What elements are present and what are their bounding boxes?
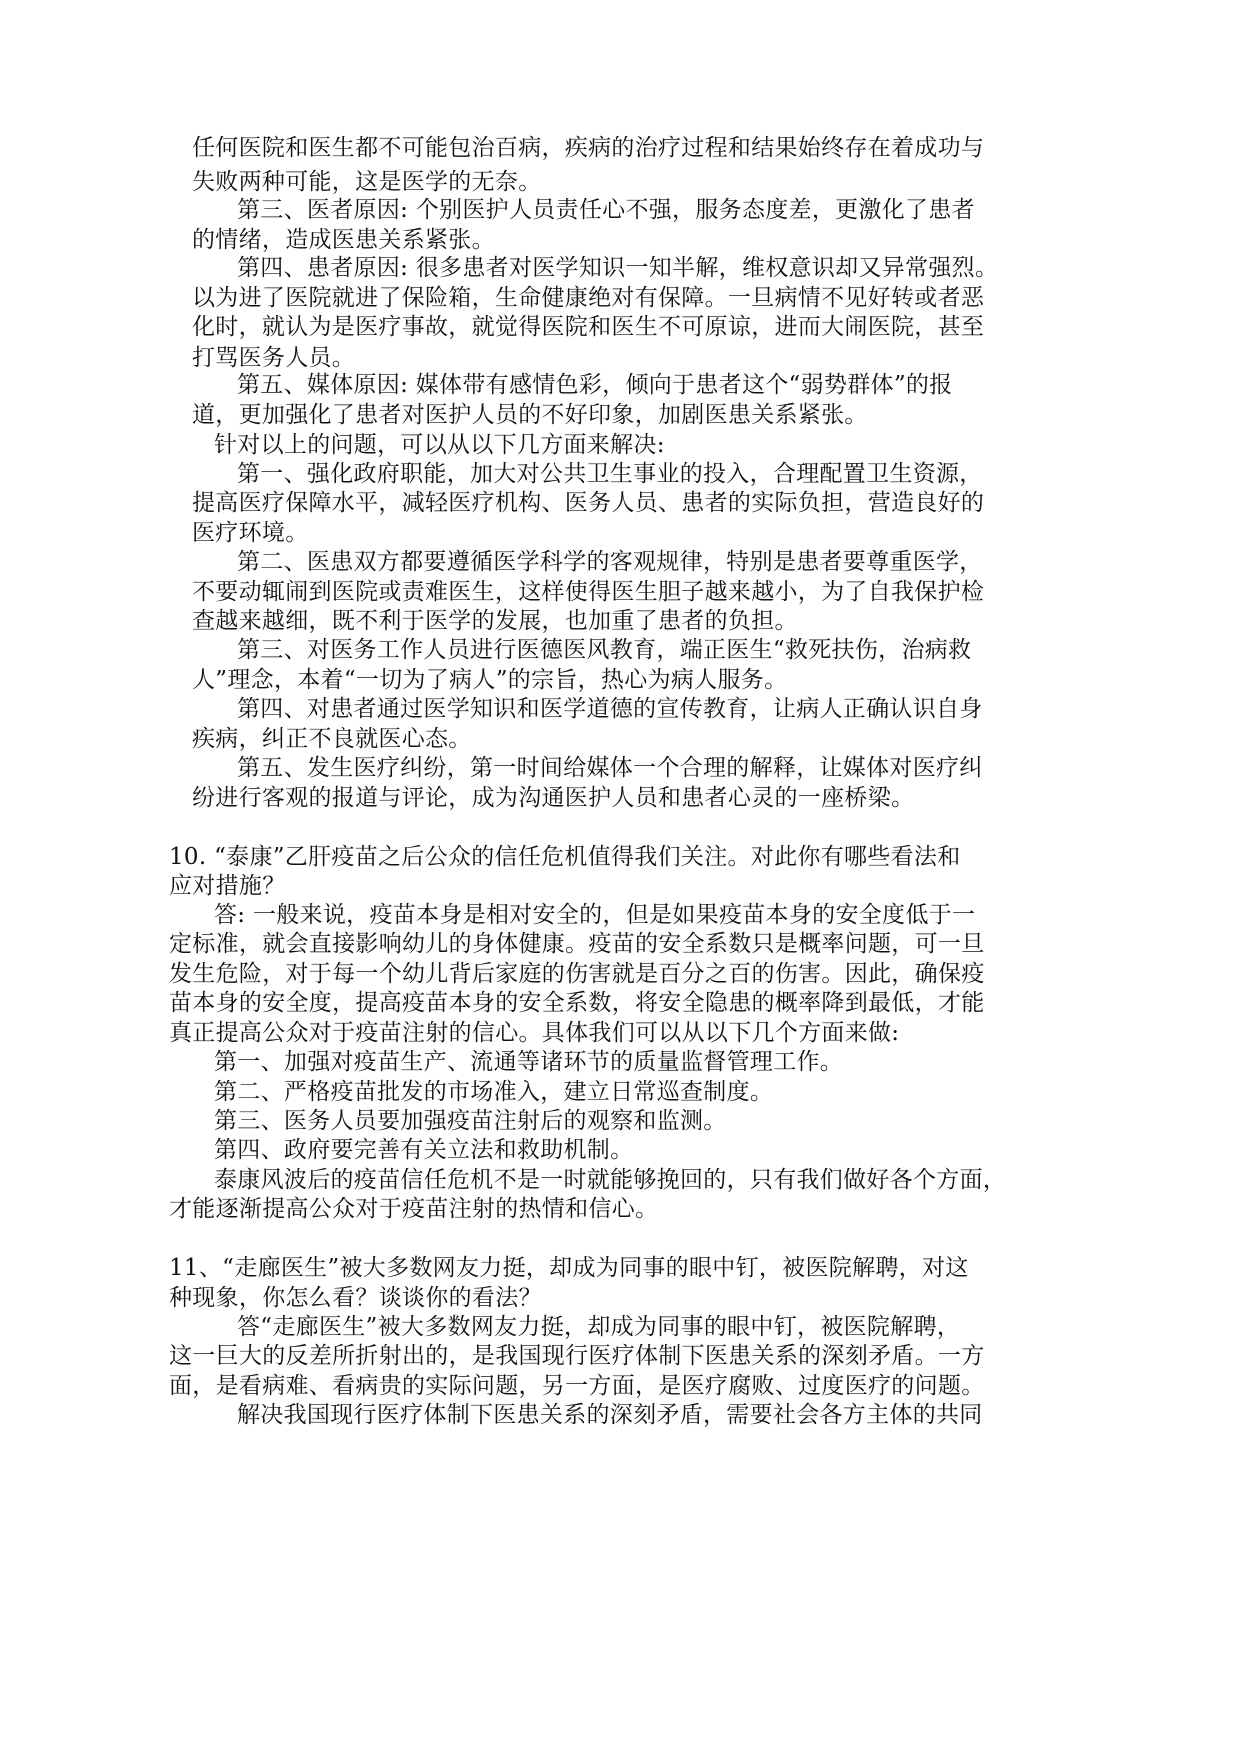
text-line: 种现象，你怎么看？谈谈你的看法？ [169,1285,542,1311]
text-line: 第四、政府要完善有关立法和救助机制。 [214,1137,634,1163]
text-line: 面，是看病难、看病贵的实际问题，另一方面，是医疗腐败、过度医疗的问题。 [169,1373,985,1399]
text-line: 以为进了医院就进了保险箱，生命健康绝对有保障。一旦病情不见好转或者恶 [192,285,985,311]
text-line: 第四、对患者通过医学知识和医学道德的宣传教育，让病人正确认识自身 [237,696,983,722]
text-line: 第四、患者原因: 很多患者对医学知识一知半解，维权意识却又异常强烈。 [237,255,999,281]
text-line: 泰康风波后的疫苗信任危机不是一时就能够挽回的，只有我们做好各个方面， [214,1167,1007,1193]
text-line: 第三、医者原因: 个别医护人员责任心不强，服务态度差，更激化了患者 [237,197,975,223]
text-line: 的情绪，造成医患关系紧张。 [192,227,495,253]
text-line: 真正提高公众对于疫苗注射的信心。具体我们可以从以下几个方面来做: [169,1020,900,1046]
text-line: 人”理念，本着“一切为了病人”的宗旨，热心为病人服务。 [192,667,788,693]
text-line: 答: 一般来说，疫苗本身是相对安全的，但是如果疫苗本身的安全度低于一 [214,902,976,928]
text-line: 医疗环境。 [192,520,309,546]
text-line: 提高医疗保障水平，减轻医疗机构、医务人员、患者的实际负担，营造良好的 [192,490,985,516]
text-line: 疾病，纠正不良就医心态。 [192,726,472,752]
text-line: 定标准，就会直接影响幼儿的身体健康。疫苗的安全系数只是概率问题，可一旦 [169,931,985,957]
text-line: 化时，就认为是医疗事故，就觉得医院和医生不可原谅，进而大闹医院，甚至 [192,314,985,340]
text-line: 针对以上的问题，可以从以下几方面来解决: [214,432,665,458]
text-line: 才能逐渐提高公众对于疫苗注射的热情和信心。 [169,1196,659,1222]
text-line: 解决我国现行医疗体制下医患关系的深刻矛盾，需要社会各方主体的共同 [237,1402,983,1428]
question-heading: 11、“走廊医生”被大多数网友力挺，却成为同事的眼中钉，被医院解聘，对这 [169,1255,969,1281]
text-line: 任何医院和医生都不可能包治百病，疾病的治疗过程和结果始终存在着成功与 [192,135,985,161]
text-line: 应对措施？ [169,873,286,899]
text-line: 答“走廊医生”被大多数网友力挺，却成为同事的眼中钉，被医院解聘， [237,1314,961,1340]
text-line: 第五、发生医疗纠纷，第一时间给媒体一个合理的解释，让媒体对医疗纠 [237,755,983,781]
text-line: 第二、严格疫苗批发的市场准入，建立日常巡查制度。 [214,1079,774,1105]
text-line: 第一、强化政府职能，加大对公共卫生事业的投入，合理配置卫生资源， [237,461,983,487]
text-line: 第三、医务人员要加强疫苗注射后的观察和监测。 [214,1108,727,1134]
question-heading: 10. “泰康”乙肝疫苗之后公众的信任危机值得我们关注。对此你有哪些看法和 [169,844,961,870]
text-line: 第一、加强对疫苗生产、流通等诸环节的质量监督管理工作。 [214,1049,844,1075]
text-line: 不要动辄闹到医院或责难医生，这样使得医生胆子越来越小，为了自我保护检 [192,579,985,605]
text-line: 第二、医患双方都要遵循医学科学的客观规律，特别是患者要尊重医学， [237,549,983,575]
text-line: 失败两种可能，这是医学的无奈。 [192,169,542,195]
text-line: 道，更加强化了患者对医护人员的不好印象，加剧医患关系紧张。 [192,402,868,428]
text-line: 这一巨大的反差所折射出的，是我国现行医疗体制下医患关系的深刻矛盾。一方 [169,1343,985,1369]
text-line: 发生危险，对于每一个幼儿背后家庭的伤害就是百分之百的伤害。因此，确保疫 [169,961,985,987]
text-line: 查越来越细，既不利于医学的发展，也加重了患者的负担。 [192,608,798,634]
text-line: 苗本身的安全度，提高疫苗本身的安全系数，将安全隐患的概率降到最低，才能 [169,990,985,1016]
text-line: 纷进行客观的报道与评论，成为沟通医护人员和患者心灵的一座桥梁。 [192,785,915,811]
text-line: 打骂医务人员。 [192,345,356,371]
text-line: 第五、媒体原因: 媒体带有感情色彩，倾向于患者这个“弱势群体”的报 [237,372,953,398]
text-line: 第三、对医务工作人员进行医德医风教育，端正医生“救死扶伤，治病救 [237,637,972,663]
